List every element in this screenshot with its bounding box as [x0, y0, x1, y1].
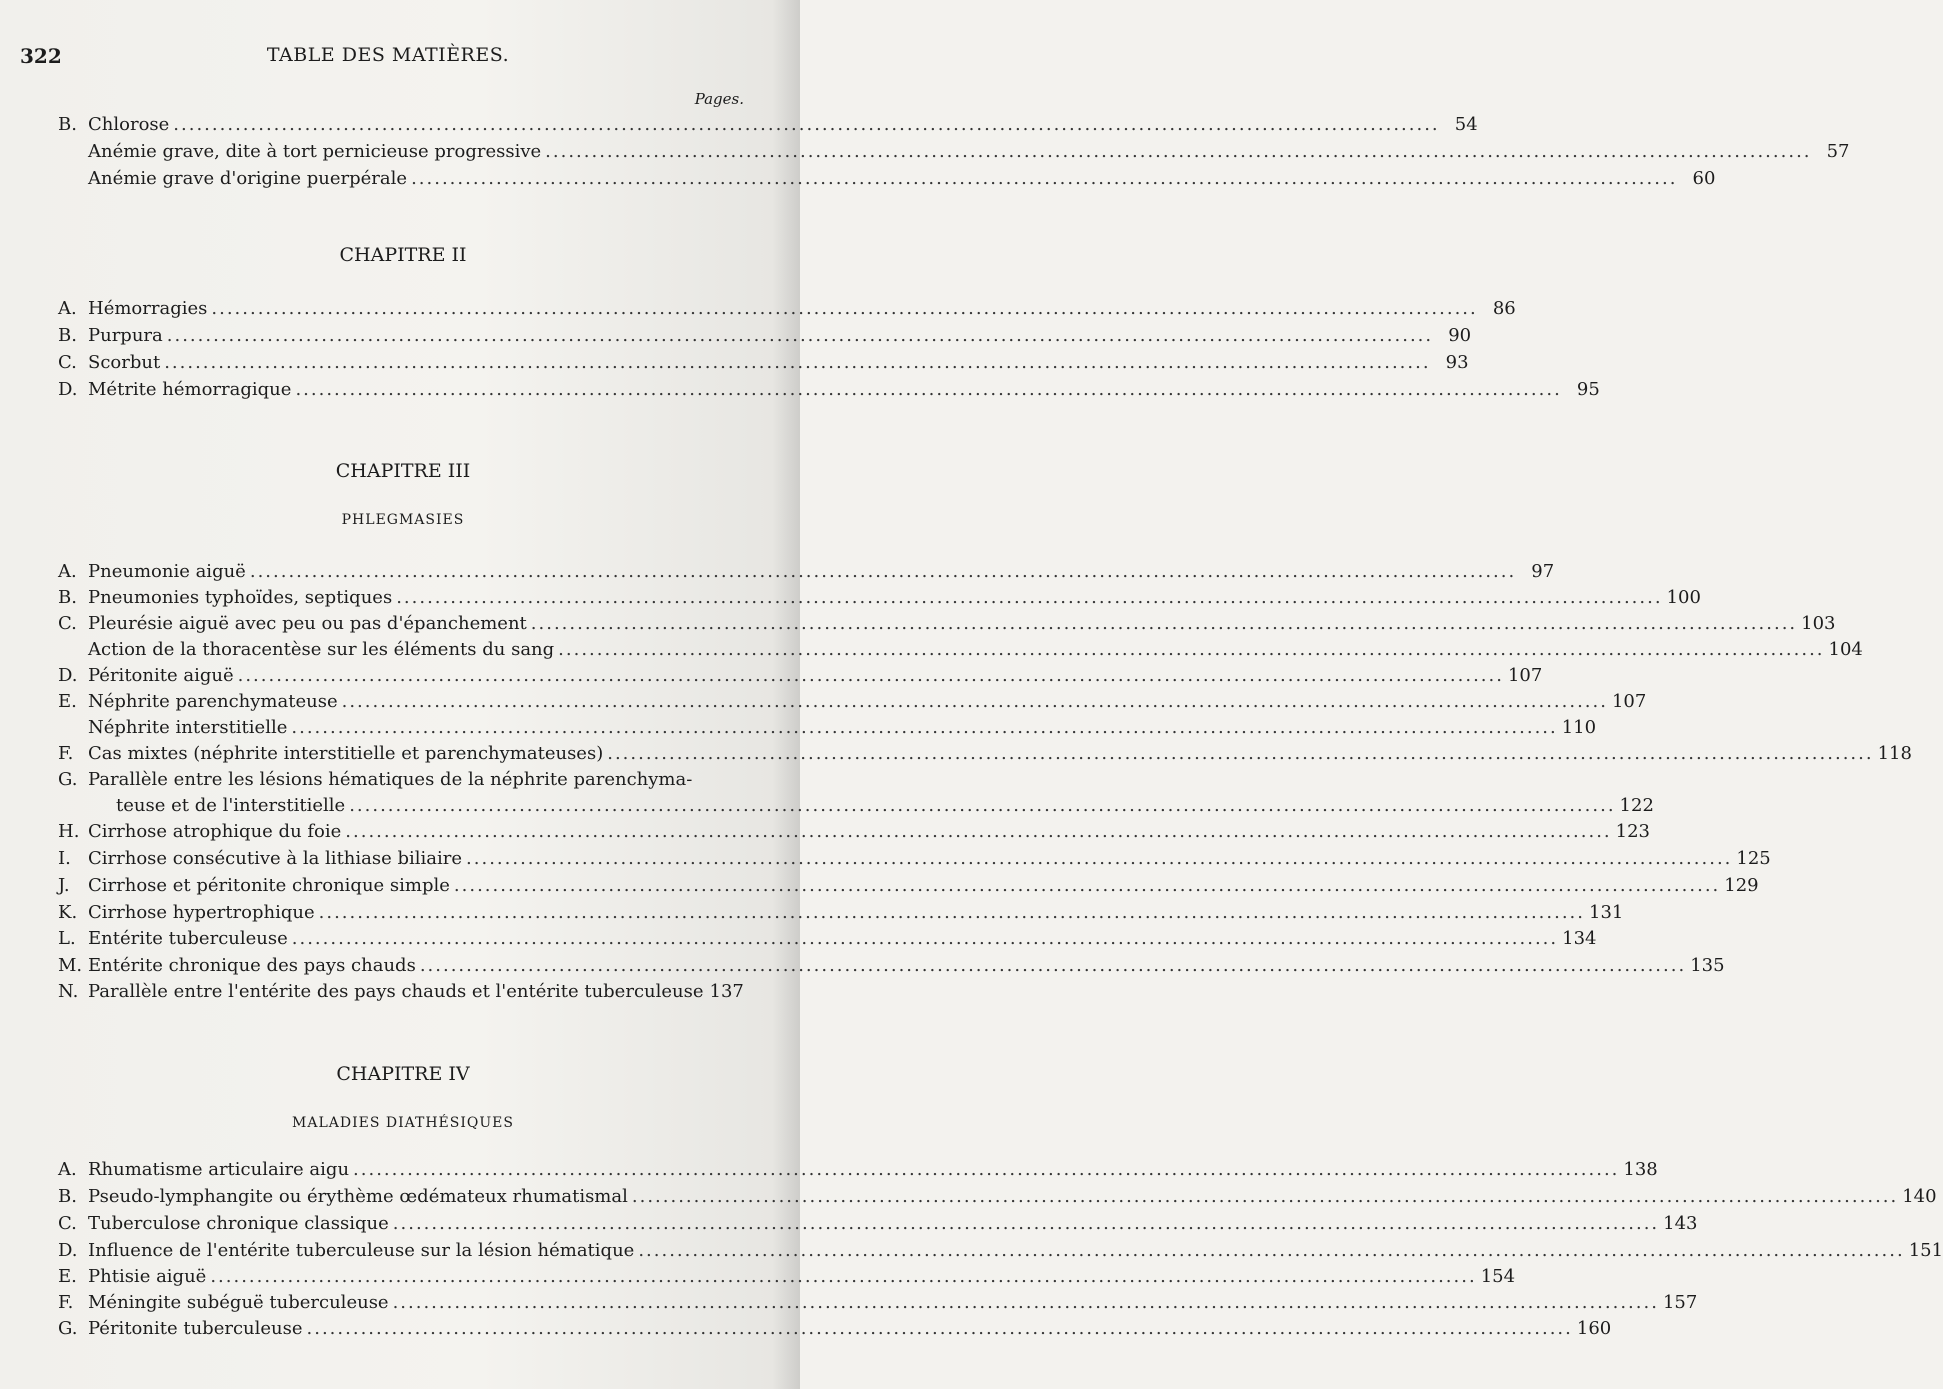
entry-page: 123 — [1615, 821, 1651, 842]
entry-letter: C. — [58, 1213, 77, 1234]
entry-letter: A. — [58, 561, 77, 582]
entry-label: Pneumonie aiguë — [88, 561, 246, 582]
entry-label: Anémie grave, dite à tort pernicieuse progressive — [88, 141, 542, 162]
entry-label: Métrite hémorragique — [88, 379, 292, 400]
entry-label: Cirrhose atrophique du foie — [88, 821, 342, 842]
toc-entry-continuation — [116, 793, 1654, 819]
entry-label: Entérite tuberculeuse — [88, 928, 288, 949]
dot-leader — [342, 689, 1608, 715]
entry-page: 134 — [1562, 928, 1597, 949]
entry-page: 107 — [1611, 691, 1647, 712]
entry-letter: C. — [58, 613, 77, 634]
toc-entry — [58, 166, 1716, 192]
entry-page: 90 — [1448, 325, 1472, 346]
entry-page: 107 — [1507, 665, 1543, 686]
toc-entry — [58, 377, 1600, 403]
toc-entry — [58, 953, 1725, 979]
entry-letter: E. — [58, 691, 77, 712]
toc-entry — [58, 979, 748, 1005]
dot-leader — [420, 953, 1686, 979]
dot-leader — [396, 585, 1662, 611]
dot-leader — [211, 296, 1477, 322]
toc-entry — [58, 1238, 1943, 1264]
toc-entry — [58, 819, 1651, 845]
dot-leader — [319, 900, 1585, 926]
entry-label: Action de la thoracentèse sur les éléments du sang — [88, 639, 555, 660]
section-heading: PHLEGMASIES — [341, 512, 465, 528]
dot-leader — [393, 1290, 1659, 1316]
dot-leader — [250, 559, 1516, 585]
entry-label: Cirrhose hypertrophique — [88, 902, 315, 923]
dot-leader — [454, 873, 1720, 899]
entry-page: 118 — [1877, 743, 1912, 764]
entry-label: Rhumatisme articulaire aigu — [88, 1159, 350, 1180]
toc-entry — [58, 926, 1597, 952]
dot-leader — [345, 819, 1611, 845]
entry-letter: B. — [58, 1186, 77, 1207]
entry-letter: F. — [58, 1292, 74, 1313]
entry-page: 54 — [1454, 114, 1478, 135]
entry-page: 86 — [1492, 298, 1516, 319]
entry-page: 138 — [1623, 1159, 1658, 1180]
chapter-heading: CHAPITRE III — [335, 460, 471, 482]
entry-page: 104 — [1828, 639, 1863, 660]
toc-entry — [58, 1184, 1937, 1210]
toc-entry — [58, 873, 1759, 899]
dot-leader — [295, 377, 1561, 403]
entry-label: Purpura — [88, 325, 163, 346]
toc-entry — [58, 323, 1472, 349]
dot-leader — [164, 350, 1430, 376]
entry-page: 122 — [1619, 795, 1654, 816]
entry-letter: A. — [58, 298, 77, 319]
entry-label: teuse et de l'interstitielle — [116, 795, 346, 816]
entry-label: Méningite subéguë tuberculeuse — [88, 1292, 389, 1313]
dot-leader — [291, 715, 1557, 741]
dot-leader — [393, 1211, 1659, 1237]
toc-entry — [58, 350, 1469, 376]
entry-letter: D. — [58, 379, 78, 400]
entry-page: 131 — [1589, 902, 1624, 923]
toc-entry — [58, 715, 1597, 741]
toc-entry — [58, 767, 748, 793]
entry-label: Anémie grave d'origine puerpérale — [88, 168, 408, 189]
entry-page: 57 — [1826, 141, 1850, 162]
toc-entry — [58, 689, 1647, 715]
dot-leader — [292, 926, 1558, 952]
toc-entry — [58, 611, 1836, 637]
entry-letter: K. — [58, 902, 78, 923]
dot-leader — [466, 846, 1732, 872]
running-title: TABLE DES MATIÈRES. — [266, 44, 510, 66]
entry-page: 129 — [1724, 875, 1759, 896]
toc-entry — [58, 112, 1478, 138]
toc-entry — [58, 1290, 1698, 1316]
toc-entry — [58, 559, 1555, 585]
entry-page: 100 — [1666, 587, 1701, 608]
entry-page: 93 — [1445, 352, 1469, 373]
entry-label: Tuberculose chronique classique — [88, 1213, 389, 1234]
entry-page: 95 — [1576, 379, 1600, 400]
entry-label: Pleurésie aiguë avec peu ou pas d'épanchement — [88, 613, 527, 634]
entry-label: Hémorragies — [88, 298, 208, 319]
dot-leader — [173, 112, 1439, 138]
dot-leader — [632, 1184, 1898, 1210]
page-number: 322 — [20, 44, 62, 68]
entry-letter: I. — [58, 848, 71, 869]
entry-label: Néphrite interstitielle — [88, 717, 288, 738]
entry-letter: M. — [58, 955, 83, 976]
toc-entry — [58, 900, 1624, 926]
entry-letter: G. — [58, 1318, 78, 1339]
entry-label: Parallèle entre les lésions hématiques de la néphrite parenchyma- — [88, 769, 693, 790]
toc-entry — [58, 296, 1516, 322]
dot-leader — [210, 1264, 1476, 1290]
toc-entry — [58, 139, 1850, 165]
entry-letter: L. — [58, 928, 76, 949]
dot-leader — [238, 663, 1504, 689]
entry-page: 154 — [1480, 1266, 1516, 1287]
toc-entry — [58, 585, 1701, 611]
page-header — [20, 44, 756, 74]
entry-label: Cirrhose consécutive à la lithiase biliaire — [88, 848, 463, 869]
entry-letter: B. — [58, 114, 77, 135]
entry-page: 143 — [1663, 1213, 1698, 1234]
entry-page: 97 — [1531, 561, 1555, 582]
entry-label: Cirrhose et péritonite chronique simple — [88, 875, 450, 896]
entry-letter: D. — [58, 665, 78, 686]
toc-entry — [58, 741, 1912, 767]
dot-leader — [531, 611, 1797, 637]
dot-leader — [607, 741, 1873, 767]
dot-leader — [353, 1157, 1619, 1183]
toc-entry — [58, 1157, 1658, 1183]
dot-leader — [411, 166, 1677, 192]
entry-page: 60 — [1692, 168, 1716, 189]
entry-page: 157 — [1662, 1292, 1698, 1313]
toc-entry — [58, 846, 1771, 872]
dot-leader — [545, 139, 1811, 165]
entry-page: 110 — [1561, 717, 1597, 738]
entry-letter: A. — [58, 1159, 77, 1180]
dot-leader — [307, 1316, 1573, 1342]
entry-page: 137 — [709, 981, 744, 1002]
chapter-heading: CHAPITRE IV — [336, 1063, 470, 1085]
entry-label: Parallèle entre l'entérite des pays chauds et l'entérite tuberculeuse — [88, 981, 704, 1002]
entry-page: 160 — [1576, 1318, 1612, 1339]
entry-letter: D. — [58, 1240, 78, 1261]
entry-letter: F. — [58, 743, 74, 764]
entry-label: Péritonite tuberculeuse — [88, 1318, 303, 1339]
entry-letter: H. — [58, 821, 80, 842]
section-heading: MALADIES DIATHÉSIQUES — [292, 1115, 514, 1131]
entry-label: Chlorose — [88, 114, 170, 135]
toc-entry — [58, 1264, 1516, 1290]
pages-column-label: Pages. — [694, 90, 744, 108]
toc-entry — [58, 637, 1863, 663]
entry-label: Néphrite parenchymateuse — [88, 691, 338, 712]
dot-leader — [638, 1238, 1904, 1264]
entry-label: Scorbut — [88, 352, 161, 373]
entry-label: Cas mixtes (néphrite interstitielle et parenchymateuses) — [88, 743, 604, 764]
entry-label: Influence de l'entérite tuberculeuse sur la lésion hématique — [88, 1240, 635, 1261]
entry-page: 151 — [1908, 1240, 1943, 1261]
entry-letter: C. — [58, 352, 77, 373]
dot-leader — [349, 793, 1615, 819]
dot-leader — [558, 637, 1824, 663]
chapter-heading: CHAPITRE II — [339, 244, 467, 266]
toc-entry — [58, 1316, 1612, 1342]
entry-letter: J. — [58, 875, 70, 896]
entry-page: 135 — [1690, 955, 1725, 976]
entry-page: 140 — [1902, 1186, 1937, 1207]
entry-page: 125 — [1736, 848, 1771, 869]
dot-leader — [167, 323, 1433, 349]
entry-letter: B. — [58, 325, 77, 346]
toc-entry — [58, 1211, 1698, 1237]
entry-letter: E. — [58, 1266, 77, 1287]
entry-label: Phtisie aiguë — [88, 1266, 207, 1287]
entry-letter: B. — [58, 587, 77, 608]
entry-label: Pneumonies typhoïdes, septiques — [88, 587, 393, 608]
entry-label: Péritonite aiguë — [88, 665, 234, 686]
entry-label: Entérite chronique des pays chauds — [88, 955, 416, 976]
entry-letter: G. — [58, 769, 78, 790]
entry-page: 103 — [1801, 613, 1836, 634]
toc-entry — [58, 663, 1543, 689]
entry-letter: N. — [58, 981, 79, 1002]
entry-label: Pseudo-lymphangite ou érythème œdémateux rhumatismal — [88, 1186, 628, 1207]
